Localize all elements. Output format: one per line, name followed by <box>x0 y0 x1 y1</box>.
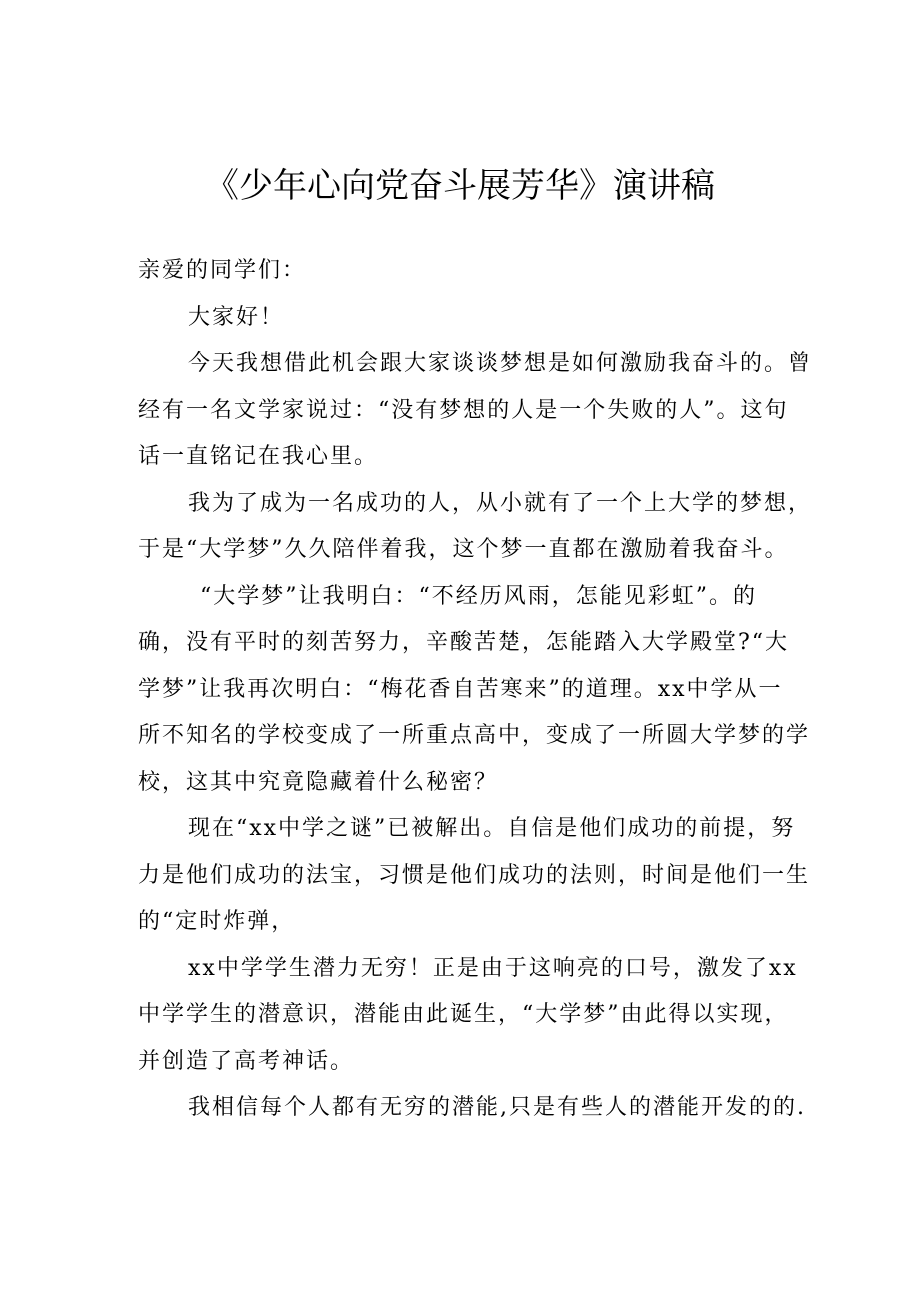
document-body <box>138 248 813 1132</box>
paragraph-5-line-2: 中学学生的潜意识，潜能由此诞生，“大学梦”由此得以实现， <box>138 1002 789 1027</box>
paragraph-3-line-3: 学梦”让我再次明白：“梅花香自苦寒来”的道理。xx中学从一 <box>138 676 783 702</box>
paragraph-3-line-5: 校，这其中究竟隐藏着什么秘密？ <box>138 769 499 795</box>
salutation: 亲爱的同学们： <box>138 258 307 283</box>
paragraph-6-line-1: 我相信每个人都有无穷的潜能,只是有些人的潜能开发的的. <box>188 1095 806 1120</box>
paragraph-5-line-3: 并创造了高考神话。 <box>138 1048 355 1074</box>
paragraph-5-line-1: xx中学学生潜力无穷！正是由于这响亮的口号，激发了xx <box>188 955 798 981</box>
paragraph-1-line-2: 经有一名文学家说过：“没有梦想的人是一个失败的人”。这句 <box>138 397 789 423</box>
paragraph-4-line-1: 现在“xx中学之谜”已被解出。自信是他们成功的前提，努 <box>188 816 796 841</box>
paragraph-2-line-1: 我为了成为一名成功的人，从小就有了一个上大学的梦想， <box>188 490 813 516</box>
paragraph-4-line-3: 的“定时炸弹， <box>138 909 296 934</box>
paragraph-4-line-2: 力是他们成功的法宝，习惯是他们成功的法则，时间是他们一生 <box>138 862 811 888</box>
paragraph-2-line-2: 于是“大学梦”久久陪伴着我，这个梦一直都在激励着我奋斗。 <box>138 537 789 562</box>
greeting: 大家好！ <box>188 304 285 330</box>
paragraph-3-line-2: 确，没有平时的刻苦努力，辛酸苦楚，怎能踏入大学殿堂?“大 <box>138 630 790 655</box>
paragraph-1-line-1: 今天我想借此机会跟大家谈谈梦想是如何激励我奋斗的。曾 <box>188 351 813 376</box>
paragraph-3-line-1: “大学梦”让我明白：“不经历风雨，怎能见彩虹”。的 <box>200 583 757 609</box>
paragraph-3-line-4: 所不知名的学校变成了一所重点高中，变成了一所圆大学梦的学 <box>138 723 811 748</box>
document-title: 《少年心向党奋斗展芳华》演讲稿 <box>205 166 715 206</box>
paragraph-1-line-3: 话一直铭记在我心里。 <box>138 444 379 469</box>
